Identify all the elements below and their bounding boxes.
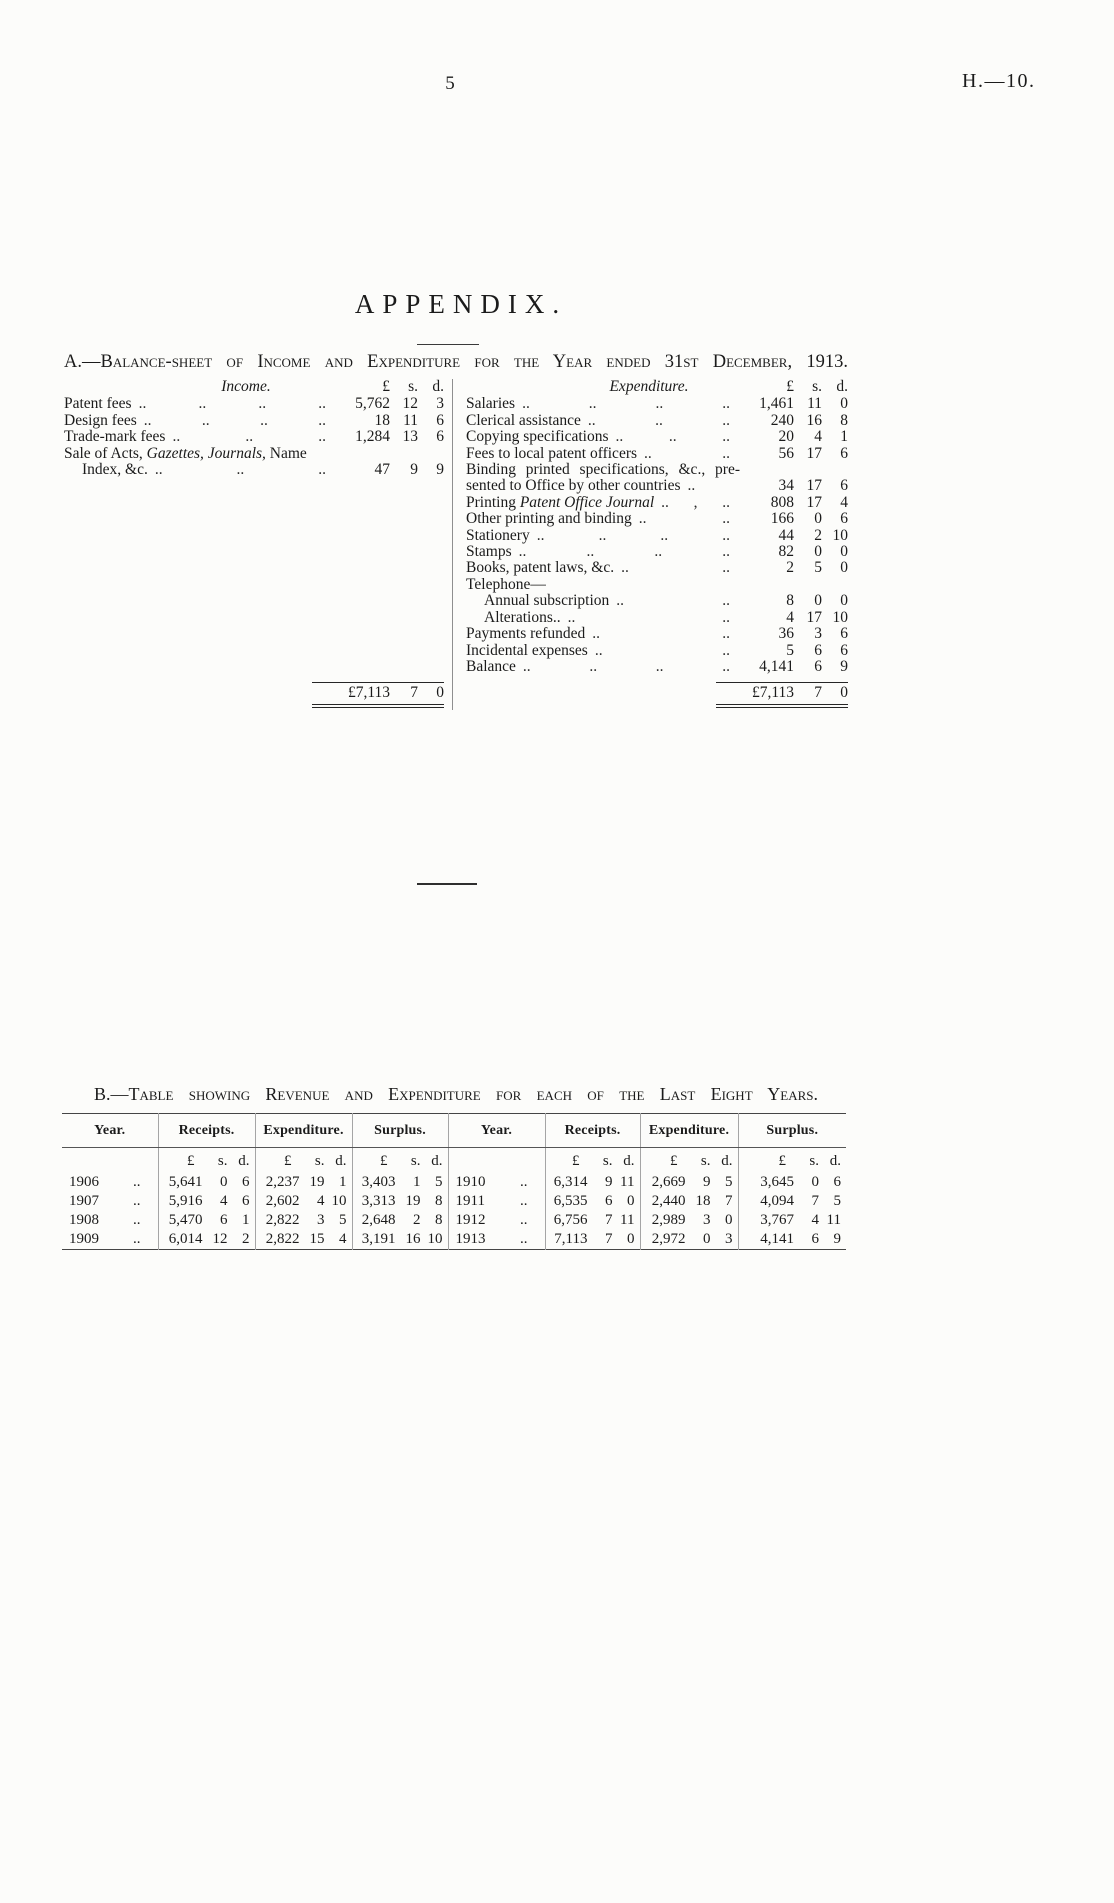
amount-pounds: 808 xyxy=(770,493,794,511)
label-part-italic: Gazettes, Journals, xyxy=(146,444,266,462)
amount-pounds: 2 xyxy=(786,559,794,577)
amount-pounds: 1,461 xyxy=(759,395,794,413)
amount-pence: 0 xyxy=(840,592,848,610)
amount-pounds: 44 xyxy=(778,526,794,544)
receipts-cell: 6,014 12 2 xyxy=(158,1230,255,1250)
row-label: Annual subscription xyxy=(484,592,610,610)
year-cell: 1909 .. xyxy=(62,1230,158,1250)
amount-pounds: 4 xyxy=(786,608,794,626)
row-label: Copying specifications xyxy=(466,428,609,446)
row-label: Telephone— xyxy=(466,575,546,593)
amount-shillings: 5 xyxy=(814,559,822,577)
expenditure-cell: 2,669 9 5 xyxy=(640,1173,738,1192)
income-total-amounts xyxy=(312,685,444,703)
surplus-cell: 4,094 7 5 xyxy=(738,1192,846,1211)
pence-header: d. xyxy=(432,378,444,395)
dot-leader: .. .. .. .. xyxy=(536,527,730,544)
amount-shillings: 2 xyxy=(814,526,822,544)
title-rule xyxy=(417,344,479,345)
row-label: Clerical assistance xyxy=(466,411,581,429)
income-row-sale-line2 xyxy=(64,462,444,478)
expenditure-row xyxy=(466,643,848,659)
row-label xyxy=(64,446,307,462)
row-label: Patent fees xyxy=(64,395,132,413)
amount-pence: 6 xyxy=(840,444,848,462)
receipts-cell: 5,641 0 6 xyxy=(158,1173,255,1192)
dot-leader: .. .. .. .. xyxy=(143,412,326,429)
amount-pence: 6 xyxy=(436,411,444,429)
surplus-cell: 3,403 1 5 xyxy=(352,1173,448,1192)
balance-sheet xyxy=(64,379,848,710)
surplus-cell: 4,141 6 9 xyxy=(738,1230,846,1250)
amount-pence: 3 xyxy=(436,395,444,413)
amount-pounds: 4,141 xyxy=(759,657,794,675)
dot-leader: .. .. xyxy=(638,511,730,528)
expenditure-row-printing xyxy=(466,495,848,511)
dot-leader: .. .. xyxy=(592,626,730,643)
row-label: Books, patent laws, &c. xyxy=(466,559,615,577)
appendix-title: APPENDIX. xyxy=(354,289,568,319)
dot-leader: .. xyxy=(520,1174,528,1190)
income-row xyxy=(64,396,444,412)
amount-pence: 6 xyxy=(840,510,848,528)
dot-leader: .. xyxy=(520,1212,528,1228)
expenditure-row-binding-line1 xyxy=(466,462,848,478)
shillings-header: s. xyxy=(408,378,418,395)
dot-leader: .. .. .. .. xyxy=(522,658,730,675)
income-total-box xyxy=(312,682,444,707)
amount-shillings: 12 xyxy=(402,395,418,413)
amount-shillings: 0 xyxy=(814,543,822,561)
dot-leader: .. .. xyxy=(644,445,730,462)
amount-shillings: 4 xyxy=(814,428,822,446)
amount-shillings: 17 xyxy=(806,477,822,495)
double-rule xyxy=(716,704,848,708)
amount-pounds: 56 xyxy=(778,444,794,462)
expenditure-row xyxy=(466,413,848,429)
year-cell: 1910 .. xyxy=(448,1173,545,1192)
expenditure-row xyxy=(466,396,848,412)
amount-pounds: 5 xyxy=(786,641,794,659)
surplus-cell: 3,191 16 10 xyxy=(352,1230,448,1250)
dot-leader: .. .. .. xyxy=(587,412,730,429)
row-label xyxy=(466,495,654,511)
dot-leader: .. xyxy=(687,478,696,495)
dot-leader: .. xyxy=(133,1193,141,1209)
amount-shillings: 0 xyxy=(814,592,822,610)
row-label: Index, &c. xyxy=(82,461,148,479)
page-number: 5 xyxy=(445,73,455,94)
total-pence: 0 xyxy=(840,684,848,702)
year-cell: 1907 .. xyxy=(62,1192,158,1211)
row-label: Balance xyxy=(466,657,516,675)
expenditure-row xyxy=(466,446,848,462)
dot-leader: .. , .. xyxy=(661,494,730,511)
amount-pounds: 82 xyxy=(778,543,794,561)
income-row xyxy=(64,429,444,445)
amount-pence: 6 xyxy=(840,625,848,643)
table-row xyxy=(62,1211,846,1230)
receipts-cell: 5,470 6 1 xyxy=(158,1211,255,1230)
journal-title: Patent Office Journal xyxy=(519,493,655,511)
table-header-row xyxy=(62,1114,846,1148)
dot-leader: .. .. xyxy=(621,560,730,577)
amount-shillings: 9 xyxy=(410,461,418,479)
receipts-cell: 6,756 7 11 xyxy=(545,1211,640,1230)
header-surplus-right: Surplus. xyxy=(738,1114,846,1148)
header-receipts-left: Receipts. xyxy=(158,1114,255,1148)
row-label: Fees to local patent officers xyxy=(466,444,638,462)
total-shillings: 7 xyxy=(814,684,822,702)
subheader-money: £ s. d. xyxy=(738,1148,846,1174)
dot-leader: .. xyxy=(520,1193,528,1209)
amount-pence: 8 xyxy=(840,411,848,429)
receipts-cell: 6,314 9 11 xyxy=(545,1173,640,1192)
dot-leader: .. xyxy=(133,1231,141,1247)
dot-leader: .. xyxy=(133,1212,141,1228)
income-row xyxy=(64,413,444,429)
year-cell: 1908 .. xyxy=(62,1211,158,1230)
year-cell: 1911 .. xyxy=(448,1192,545,1211)
row-label: sented to Office by other countries xyxy=(466,477,681,495)
revenue-table xyxy=(62,1113,846,1250)
subheader-money: £ s. d. xyxy=(352,1148,448,1174)
section-a-heading: A.—Balance-sheet of Income and Expenditure for the Year ended 31st December, 1913. xyxy=(64,352,848,372)
expenditure-total-box xyxy=(716,682,848,707)
table-row xyxy=(62,1173,846,1192)
dot-leader: .. .. .. .. xyxy=(138,396,326,413)
income-title: Income. xyxy=(221,378,271,395)
expenditure-header-row xyxy=(466,379,848,395)
expenditure-cell: 2,822 15 4 xyxy=(255,1230,352,1250)
total-shillings: 7 xyxy=(410,684,418,702)
header-year-left: Year. xyxy=(62,1114,158,1148)
row-label: Incidental expenses xyxy=(466,641,588,659)
dot-leader: .. xyxy=(520,1231,528,1247)
dot-leader: .. .. .. xyxy=(172,429,326,446)
header-surplus-left: Surplus. xyxy=(352,1114,448,1148)
expenditure-row xyxy=(466,626,848,642)
expenditure-cell: 2,440 18 7 xyxy=(640,1192,738,1211)
dot-leader: .. .. xyxy=(616,593,730,610)
income-total xyxy=(64,675,444,707)
expenditure-cell: 2,972 0 3 xyxy=(640,1230,738,1250)
total-pounds: £7,113 xyxy=(347,684,390,702)
dot-leader: .. .. .. .. xyxy=(522,396,730,413)
total-pounds: £7,113 xyxy=(751,684,794,702)
expenditure-cell: 2,237 19 1 xyxy=(255,1173,352,1192)
amount-pence: 9 xyxy=(840,657,848,675)
double-rule xyxy=(312,704,444,708)
receipts-cell: 7,113 7 0 xyxy=(545,1230,640,1250)
surplus-cell: 3,645 0 6 xyxy=(738,1173,846,1192)
row-label: Salaries xyxy=(466,395,516,413)
expenditure-cell: 2,822 3 5 xyxy=(255,1211,352,1230)
expenditure-row xyxy=(466,429,848,445)
amount-pence: 6 xyxy=(840,641,848,659)
amount-shillings: 17 xyxy=(806,608,822,626)
total-pence: 0 xyxy=(436,684,444,702)
expenditure-column xyxy=(452,379,848,710)
doc-reference: H.—10. xyxy=(962,70,1036,92)
dot-leader: .. .. .. xyxy=(154,462,326,479)
header-expenditure-right: Expenditure. xyxy=(640,1114,738,1148)
subheader-money: £ s. d. xyxy=(255,1148,352,1174)
dot-leader: .. xyxy=(133,1174,141,1190)
amount-pounds: 8 xyxy=(786,592,794,610)
amount-pounds: 18 xyxy=(374,411,390,429)
amount-pence: 0 xyxy=(840,543,848,561)
amount-pounds: 47 xyxy=(374,461,390,479)
expenditure-row xyxy=(466,560,848,576)
amount-shillings: 6 xyxy=(814,657,822,675)
dot-leader: .. .. .. xyxy=(615,429,730,446)
table-row xyxy=(62,1192,846,1211)
table-row xyxy=(62,1230,846,1250)
subheader-money: £ s. d. xyxy=(640,1148,738,1174)
amount-pounds: 1,284 xyxy=(355,428,390,446)
dot-leader: .. .. xyxy=(594,642,730,659)
expenditure-cell: 2,602 4 10 xyxy=(255,1192,352,1211)
receipts-cell: 6,535 6 0 xyxy=(545,1192,640,1211)
expenditure-row xyxy=(466,544,848,560)
expenditure-cell: 2,989 3 0 xyxy=(640,1211,738,1230)
amount-shillings: 16 xyxy=(806,411,822,429)
amount-shillings: 11 xyxy=(807,395,822,413)
amount-shillings: 3 xyxy=(814,625,822,643)
amount-pence: 0 xyxy=(840,395,848,413)
year-cell: 1906 .. xyxy=(62,1173,158,1192)
pence-header: d. xyxy=(836,378,848,395)
subheader-money: £ s. d. xyxy=(158,1148,255,1174)
row-label: Alterations.. xyxy=(484,608,561,626)
year-cell: 1913 .. xyxy=(448,1230,545,1250)
pounds-header: £ xyxy=(786,378,794,395)
amount-pence: 10 xyxy=(832,526,848,544)
amount-pence: 6 xyxy=(436,428,444,446)
amount-pounds: 20 xyxy=(778,428,794,446)
table-subheader-row xyxy=(62,1148,846,1174)
amount-pounds: 36 xyxy=(778,625,794,643)
amount-pence: 0 xyxy=(840,559,848,577)
section-b-heading: B.—Table showing Revenue and Expenditure for each of the Last Eight Years. xyxy=(94,1084,818,1104)
income-row-sale-line1 xyxy=(64,446,444,462)
row-label: Stationery xyxy=(466,526,530,544)
label-part: Printing xyxy=(466,493,520,511)
expenditure-total xyxy=(466,675,848,707)
row-label: Binding printed specifications, &c., pre- xyxy=(466,461,740,479)
shillings-header: s. xyxy=(812,378,822,395)
row-label: Payments refunded xyxy=(466,625,586,643)
amount-shillings: 17 xyxy=(806,444,822,462)
expenditure-row-telephone-header xyxy=(466,577,848,593)
expenditure-row-telephone-item xyxy=(466,610,848,626)
expenditure-row xyxy=(466,659,848,675)
row-label: Stamps xyxy=(466,543,512,561)
amount-pence: 10 xyxy=(832,608,848,626)
amount-shillings: 17 xyxy=(806,493,822,511)
dot-leader: .. .. xyxy=(567,609,730,626)
receipts-cell: 5,916 4 6 xyxy=(158,1192,255,1211)
header-receipts-right: Receipts. xyxy=(545,1114,640,1148)
row-label: Trade-mark fees xyxy=(64,428,166,446)
row-label: Other printing and binding xyxy=(466,510,632,528)
amount-shillings: 6 xyxy=(814,641,822,659)
surplus-cell: 3,313 19 8 xyxy=(352,1192,448,1211)
income-header-row xyxy=(64,379,444,395)
subheader-spacer xyxy=(62,1148,158,1174)
surplus-cell: 2,648 2 8 xyxy=(352,1211,448,1230)
subheader-money: £ s. d. xyxy=(545,1148,640,1174)
surplus-cell: 3,767 4 11 xyxy=(738,1211,846,1230)
amount-pounds: 34 xyxy=(778,477,794,495)
header-year-right: Year. xyxy=(448,1114,545,1148)
amount-shillings: 11 xyxy=(403,411,418,429)
subheader-spacer xyxy=(448,1148,545,1174)
amount-pence: 4 xyxy=(840,493,848,511)
expenditure-row xyxy=(466,511,848,527)
expenditure-title: Expenditure. xyxy=(609,378,689,395)
amount-pence: 6 xyxy=(840,477,848,495)
amount-shillings: 0 xyxy=(814,510,822,528)
expenditure-row xyxy=(466,528,848,544)
header-expenditure-left: Expenditure. xyxy=(255,1114,352,1148)
year-cell: 1912 .. xyxy=(448,1211,545,1230)
amount-pence: 1 xyxy=(840,428,848,446)
label-part: Name xyxy=(265,444,307,462)
row-label: Design fees xyxy=(64,411,137,429)
amount-pounds: 240 xyxy=(770,411,794,429)
income-column xyxy=(64,379,452,710)
expenditure-total-amounts xyxy=(716,685,848,703)
expenditure-row-binding-line2 xyxy=(466,478,848,494)
expenditure-row-telephone-item xyxy=(466,593,848,609)
label-part: Sale of Acts, xyxy=(64,444,147,462)
amount-pounds: 166 xyxy=(770,510,794,528)
amount-pounds: 5,762 xyxy=(355,395,390,413)
amount-shillings: 13 xyxy=(402,428,418,446)
section-divider xyxy=(417,883,477,885)
pounds-header: £ xyxy=(382,378,390,395)
dot-leader: .. .. .. .. xyxy=(518,544,730,561)
amount-pence: 9 xyxy=(436,461,444,479)
